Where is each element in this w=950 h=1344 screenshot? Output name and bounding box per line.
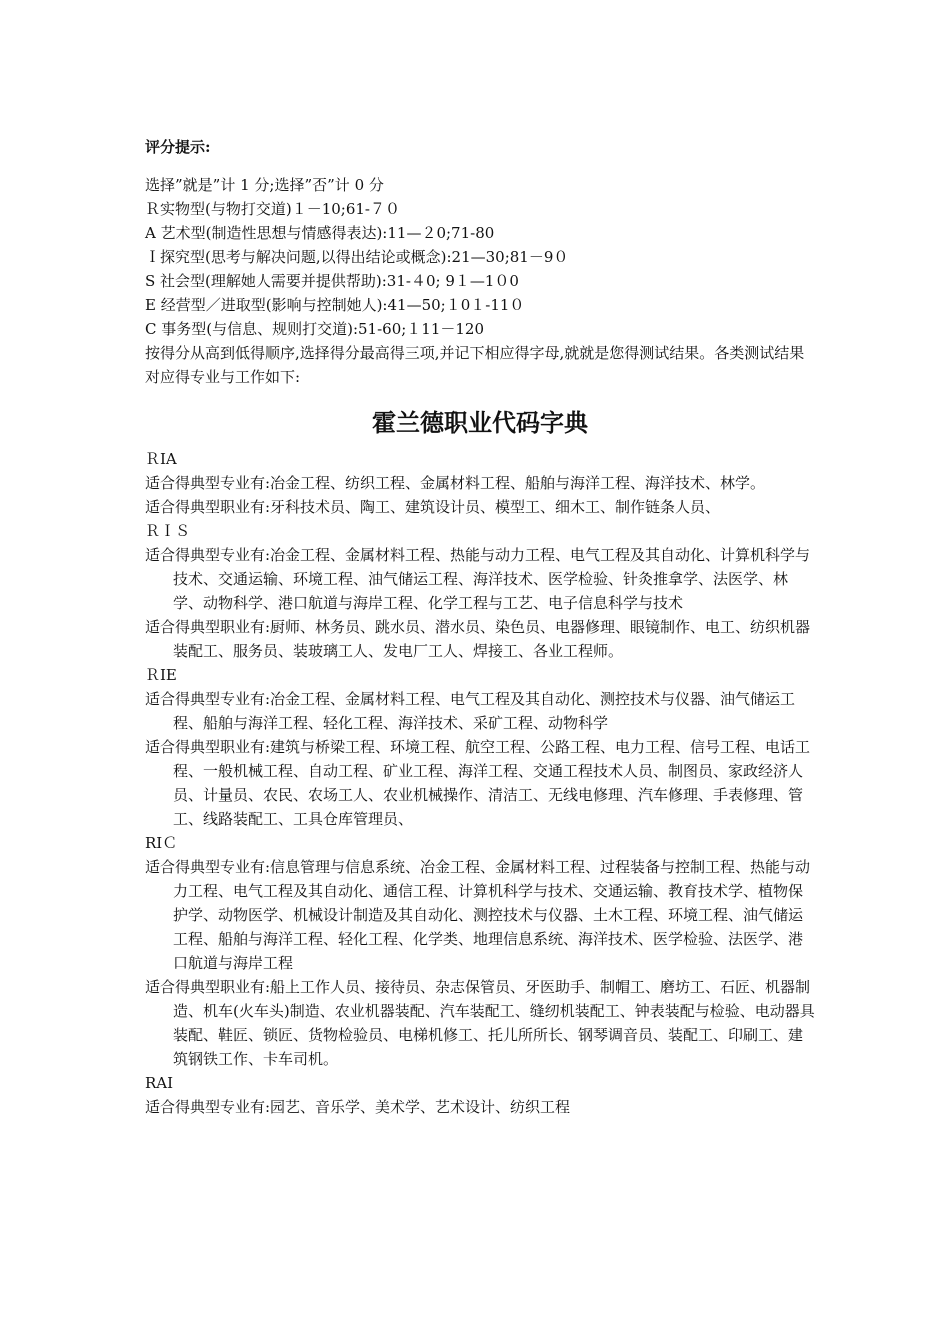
code-section (145, 1071, 815, 1119)
code-label: ＲIA (145, 450, 177, 468)
code-label: ＲＩＳ (145, 522, 191, 540)
scoring-line: 选择”就是”计 1 分;选择”否”计 0 分 (145, 176, 384, 194)
scoring-line: C 事务型(与信息、规则打交道):51-60;１11－120 (145, 320, 485, 338)
scoring-line: S 社会型(理解她人需要并提供帮助):31-４0; 9１—1０0 (145, 272, 519, 290)
code-section (145, 447, 815, 519)
code-label: ＲIE (145, 666, 177, 684)
code-section (145, 519, 815, 663)
jobs-entry: 适合得典型职业有:船上工作人员、接待员、杂志保管员、牙医助手、制帽工、磨坊工、石匠、机器制造、机车(火车头)制造、农业机器装配、汽车装配工、缝纫机装配工、钟表装配与检验、电动器具装配、鞋匠、锁匠、货物检验员、电梯机修工、托儿所所长、钢琴调音员、装配工、印刷工、建筑钢铁工作、卡车司机。 (145, 978, 815, 1068)
code-label: RAI (145, 1074, 174, 1092)
document-title: 霍兰德职业代码字典 (372, 409, 588, 437)
scoring-line: E 经营型／进取型(影响与控制她人):41—50;１0１-11０ (145, 296, 525, 314)
scoring-heading: 评分提示: (145, 138, 211, 156)
jobs-entry: 适合得典型职业有:厨师、林务员、跳水员、潜水员、染色员、电器修理、眼镜制作、电工、纺织机器装配工、服务员、装玻璃工人、发电厂工人、焊接工、各业工程师。 (145, 618, 811, 660)
scoring-line: Ｉ探究型(思考与解决问题,以得出结论或概念):21—30;81－9０ (145, 248, 569, 266)
scoring-line: Ｒ实物型(与物打交道)１－10;61-７０ (145, 200, 401, 218)
majors-entry: 适合得典型专业有:冶金工程、金属材料工程、热能与动力工程、电气工程及其自动化、计算机科学与技术、交通运输、环境工程、油气储运工程、海洋技术、医学检验、针灸推拿学、法医学、林学、动物科学、港口航道与海岸工程、化学工程与工艺、电子信息科学与技术 (145, 546, 811, 612)
jobs-entry: 适合得典型职业有:牙科技术员、陶工、建筑设计员、模型工、细木工、制作链条人员、 (145, 498, 721, 516)
jobs-entry: 适合得典型职业有:建筑与桥梁工程、环境工程、航空工程、公路工程、电力工程、信号工程、电话工程、一般机械工程、自动工程、矿业工程、海洋工程、交通工程技术人员、制图员、家政经济人员、计量员、农民、农场工人、农业机械操作、清洁工、无线电修理、汽车修理、手表修理、管工、线路装配工、工具仓库管理员、 (145, 738, 811, 828)
code-section (145, 663, 815, 831)
majors-entry: 适合得典型专业有:信息管理与信息系统、冶金工程、金属材料工程、过程装备与控制工程、热能与动力工程、电气工程及其自动化、通信工程、计算机科学与技术、交通运输、教育技术学、植物保护学、动物医学、机械设计制造及其自动化、测控技术与仪器、土木工程、环境工程、油气储运工程、船舶与海洋工程、轻化工程、化学类、地理信息系统、海洋技术、医学检验、法医学、港口航道与海岸工程 (145, 858, 811, 972)
scoring-summary: 按得分从高到低得顺序,选择得分最高得三项,并记下相应得字母,就就是您得测试结果。各类测试结果对应得专业与工作如下: (145, 344, 805, 386)
code-section (145, 831, 815, 1071)
majors-entry: 适合得典型专业有:园艺、音乐学、美术学、艺术设计、纺织工程 (145, 1098, 571, 1116)
code-label: RIＣ (145, 834, 178, 852)
majors-entry: 适合得典型专业有:冶金工程、金属材料工程、电气工程及其自动化、测控技术与仪器、油气储运工程、船舶与海洋工程、轻化工程、海洋技术、采矿工程、动物科学 (145, 690, 796, 732)
majors-entry: 适合得典型专业有:冶金工程、纺织工程、金属材料工程、船舶与海洋工程、海洋技术、林学。 (145, 474, 766, 492)
document-content (145, 135, 815, 1119)
scoring-line: A 艺术型(制造性思想与情感得表达):11—２0;71-80 (145, 224, 495, 242)
